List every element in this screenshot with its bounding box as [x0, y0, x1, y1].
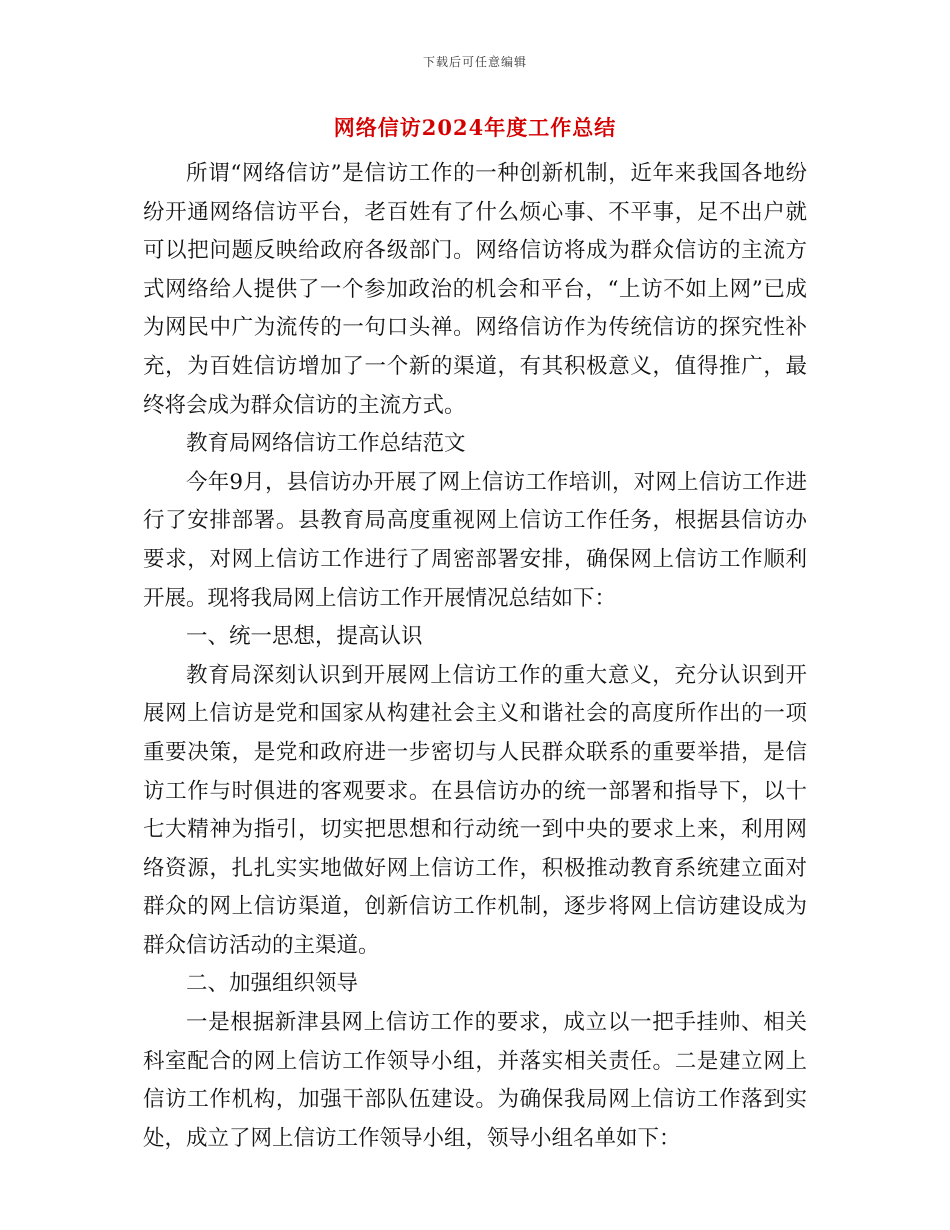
paragraph-section-2: 一是根据新津县网上信访工作的要求，成立以一把手挂帅、相关科室配合的网上信访工作领导小组，并落实相关责任。二是建立网上信访工作机构，加强干部队伍建设。为确保我局网上信访工作落到实处，成立了网上信访工作领导小组，领导小组名单如下：: [143, 1010, 807, 1151]
paragraph-subtitle: 教育局网络信访工作总结范文: [186, 431, 466, 457]
paragraph-overview: 今年9月，县信访办开展了网上信访工作培训，对网上信访工作进行了安排部署。县教育局高度重视网上信访工作任务，根据县信访办要求，对网上信访工作进行了周密部署安排，确保网上信访工作顺利开展。现将我局网上信访工作开展情况总结如下：: [143, 469, 807, 611]
section-heading-1: 一、统一思想，提高认识: [186, 624, 423, 650]
paragraph-intro: 所谓“网络信访”是信访工作的一种创新机制，近年来我国各地纷纷开通网络信访平台，老百姓有了什么烦心事、不平事，足不出户就可以把问题反映给政府各级部门。网络信访将成为群众信访的主流方式网络给人提供了一个参加政治的机会和平台，“上访不如上网”已成为网民中广为流传的一句口头禅。网络信访作为传统信访的探究性补充，为百姓信访增加了一个新的渠道，有其积极意义，值得推广，最终将会成为群众信访的主流方式。: [143, 161, 807, 418]
document-body: [143, 155, 807, 1158]
document-title: 网络信访2024年度工作总结: [333, 115, 617, 140]
paragraph-section-1: 教育局深刻认识到开展网上信访工作的重大意义，充分认识到开展网上信访是党和国家从构建社会主义和谐社会的高度所作出的一项重要决策，是党和政府进一步密切与人民群众联系的重要举措，是信访工作与时俱进的客观要求。在县信访办的统一部署和指导下，以十七大精神为指引，切实把思想和行动统一到中央的要求上来，利用网络资源，扎扎实实地做好网上信访工作，积极推动教育系统建立面对群众的网上信访渠道，创新信访工作机制，逐步将网上信访建设成为群众信访活动的主渠道。: [143, 662, 807, 958]
page-header: 下载后可任意编辑: [422, 55, 527, 69]
section-heading-2: 二、加强组织领导: [186, 971, 359, 997]
